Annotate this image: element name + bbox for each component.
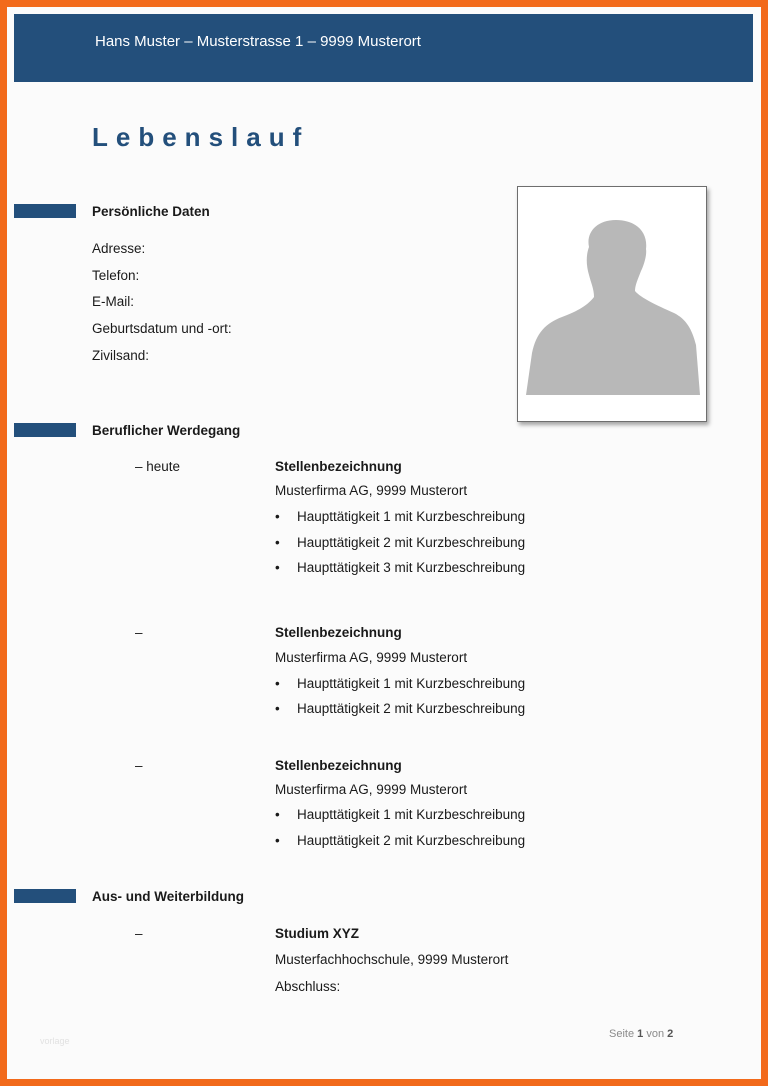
- field-address-label: Adresse:: [92, 241, 146, 256]
- career-job-title: Stellenbezeichnung: [275, 758, 402, 773]
- career-period: –: [135, 758, 143, 773]
- footer-page-number: 1: [637, 1028, 644, 1040]
- career-job-title: Stellenbezeichnung: [275, 625, 402, 640]
- bullet-icon: •: [275, 676, 280, 691]
- field-phone-label: Telefon:: [92, 268, 140, 283]
- footer-page-prefix: Seite: [609, 1028, 635, 1040]
- career-task: Haupttätigkeit 3 mit Kurzbeschreibung: [297, 560, 526, 575]
- career-task: Haupttätigkeit 2 mit Kurzbeschreibung: [297, 701, 526, 716]
- education-degree-label: Abschluss:: [275, 979, 341, 994]
- bullet-icon: •: [275, 701, 280, 716]
- career-company: Musterfirma AG, 9999 Musterort: [275, 782, 468, 797]
- section-marker-career: [14, 423, 76, 437]
- bullet-icon: •: [275, 535, 280, 550]
- bullet-icon: •: [275, 833, 280, 848]
- field-email-label: E-Mail:: [92, 294, 135, 309]
- career-task: Haupttätigkeit 2 mit Kurzbeschreibung: [297, 833, 526, 848]
- field-civil-status-label: Zivilsand:: [92, 348, 150, 363]
- header-contact: Hans Muster – Musterstrasse 1 – 9999 Musterort: [95, 33, 421, 50]
- education-school: Musterfachhochschule, 9999 Musterort: [275, 952, 509, 967]
- section-title-education: Aus- und Weiterbildung: [92, 889, 244, 904]
- education-title: Studium XYZ: [275, 926, 359, 941]
- bullet-icon: •: [275, 807, 280, 822]
- career-company: Musterfirma AG, 9999 Musterort: [275, 483, 468, 498]
- field-birth-label: Geburtsdatum und -ort:: [92, 321, 232, 336]
- page-footer: [609, 1028, 673, 1040]
- section-title-personal: Persönliche Daten: [92, 204, 210, 219]
- watermark: vorlage: [40, 1036, 70, 1046]
- career-company: Musterfirma AG, 9999 Musterort: [275, 650, 468, 665]
- section-title-career: Beruflicher Werdegang: [92, 423, 241, 438]
- bullet-icon: •: [275, 509, 280, 524]
- section-marker-personal: [14, 204, 76, 218]
- career-task: Haupttätigkeit 2 mit Kurzbeschreibung: [297, 535, 526, 550]
- profile-photo-placeholder: [517, 186, 707, 422]
- bullet-icon: •: [275, 560, 280, 575]
- education-period: –: [135, 926, 143, 941]
- career-task: Haupttätigkeit 1 mit Kurzbeschreibung: [297, 509, 526, 524]
- career-period: –: [135, 625, 143, 640]
- footer-page-middle: von: [646, 1028, 665, 1040]
- career-task: Haupttätigkeit 1 mit Kurzbeschreibung: [297, 807, 526, 822]
- person-silhouette-icon: [526, 195, 700, 395]
- section-marker-education: [14, 889, 76, 903]
- career-period: – heute: [135, 459, 181, 474]
- document-title: Lebenslauf: [92, 122, 310, 152]
- footer-page-total: 2: [667, 1028, 674, 1040]
- career-job-title: Stellenbezeichnung: [275, 459, 402, 474]
- career-task: Haupttätigkeit 1 mit Kurzbeschreibung: [297, 676, 526, 691]
